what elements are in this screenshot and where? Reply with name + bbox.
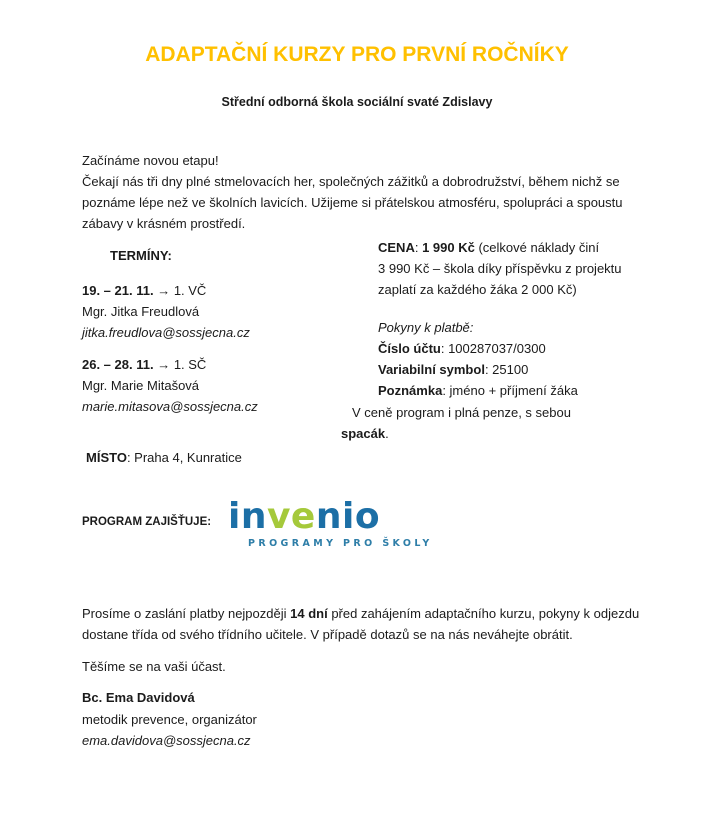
price-includes-line: V ceně program i plná penze, s sebou <box>352 405 571 420</box>
intro-line: zábavy v krásném prostředí. <box>82 216 246 231</box>
intro-line: poznáme lépe než ve školních lavicích. Užijeme si přátelskou atmosféru, spolupráci a spoustu <box>82 195 623 210</box>
reminder-text: Prosíme o zaslání platby nejpozději <box>82 606 291 621</box>
logo-segment-blue: nio <box>315 496 381 537</box>
logo-segment-green: ve <box>266 496 316 537</box>
period: . <box>385 426 389 441</box>
platba-separator: : <box>440 341 449 356</box>
signature-role: metodik prevence, organizátor <box>82 711 257 727</box>
session-contact: Mgr. Marie Mitašová <box>82 378 200 393</box>
platba-row <box>378 359 650 380</box>
terminy-section <box>82 245 354 417</box>
platba-label: Poznámka <box>378 383 443 398</box>
cena-paragraph <box>378 237 650 300</box>
session-contact: Mgr. Jitka Freudlová <box>82 304 200 319</box>
platba-value: 25100 <box>492 362 529 377</box>
session-email: marie.mitasova@sossjecna.cz <box>82 399 258 414</box>
session-email: jitka.freudlova@sossjecna.cz <box>82 325 250 340</box>
location-value: Praha 4, Kunratice <box>134 450 242 465</box>
signature-name: Bc. Ema Davidová <box>82 690 195 705</box>
reminder-text: před zahájením adaptačního kurzu, pokyny k odjezdu <box>327 606 640 621</box>
cena-line <box>378 237 650 258</box>
terminy-heading: TERMÍNY: <box>110 248 172 263</box>
intro-line: Čekají nás tři dny plné stmelovacích her, společných zážitků a dobrodružství, během nichž se <box>82 174 620 189</box>
reminder-deadline-bold: 14 dní <box>290 606 328 621</box>
page-title: ADAPTAČNÍ KURZY PRO PRVNÍ ROČNÍKY <box>145 43 569 66</box>
payment-instructions <box>378 317 650 401</box>
reminder-line <box>82 603 657 624</box>
cena-line: zaplatí za každého žáka 2 000 Kč) <box>378 282 577 297</box>
platba-separator: : <box>442 383 450 398</box>
platba-separator: : <box>484 362 493 377</box>
location-label: MÍSTO <box>86 450 127 465</box>
platba-label: Číslo účtu <box>378 341 441 356</box>
logo-segment-blue: in <box>228 496 267 537</box>
cena-line: 3 990 Kč – škola díky příspěvku z projektu <box>378 261 622 276</box>
cena-separator: : <box>414 240 423 255</box>
spacak-bold: spacák <box>341 426 386 441</box>
price-includes-line <box>341 423 621 444</box>
platba-heading: Pokyny k platbě: <box>378 320 474 335</box>
reminder-line: dostane třída od svého třídního učitele. V případě dotazů se na nás neváhejte obrátit. <box>82 627 573 642</box>
session-group: 1. VČ <box>173 283 207 298</box>
intro-paragraph <box>82 150 642 234</box>
platba-row <box>378 380 650 401</box>
session-date-range: 19. – 21. 11. <box>82 283 154 298</box>
cena-price: 1 990 Kč <box>422 240 475 255</box>
cena-note: (celkové náklady činí <box>474 240 600 255</box>
cena-section <box>378 237 650 401</box>
session-block <box>82 280 354 343</box>
session-date-range: 26. – 28. 11. <box>82 357 154 372</box>
platba-row <box>378 338 650 359</box>
page-subtitle: Střední odborná škola sociální svaté Zdislavy <box>221 95 493 109</box>
platba-value: jméno + příjmení žáka <box>449 383 578 398</box>
signature-block <box>82 687 257 752</box>
platba-value: 100287037/0300 <box>448 341 546 356</box>
session-dates <box>82 354 354 375</box>
cena-label: CENA <box>378 240 415 255</box>
session-group: 1. SČ <box>173 357 207 372</box>
location-separator: : <box>126 450 135 465</box>
signature-email: ema.davidova@sossjecna.cz <box>82 733 251 748</box>
invenio-logo-tagline: PROGRAMY PRO ŠKOLY <box>248 538 433 549</box>
arrow-glyph: → <box>153 283 174 298</box>
session-block <box>82 354 354 417</box>
payment-reminder <box>82 603 657 645</box>
arrow-glyph: → <box>153 357 174 372</box>
price-includes-note <box>341 402 621 444</box>
session-dates <box>82 280 354 301</box>
closing-line: Těšíme se na vaši účast. <box>82 659 226 674</box>
location-line <box>86 447 242 468</box>
invenio-logo <box>228 497 433 550</box>
invenio-logo-wordmark <box>228 497 433 537</box>
intro-opening: Začínáme novou etapu! <box>82 153 219 168</box>
program-provider-label: PROGRAM ZAJIŠŤUJE: <box>82 516 212 528</box>
platba-label: Variabilní symbol <box>378 362 485 377</box>
